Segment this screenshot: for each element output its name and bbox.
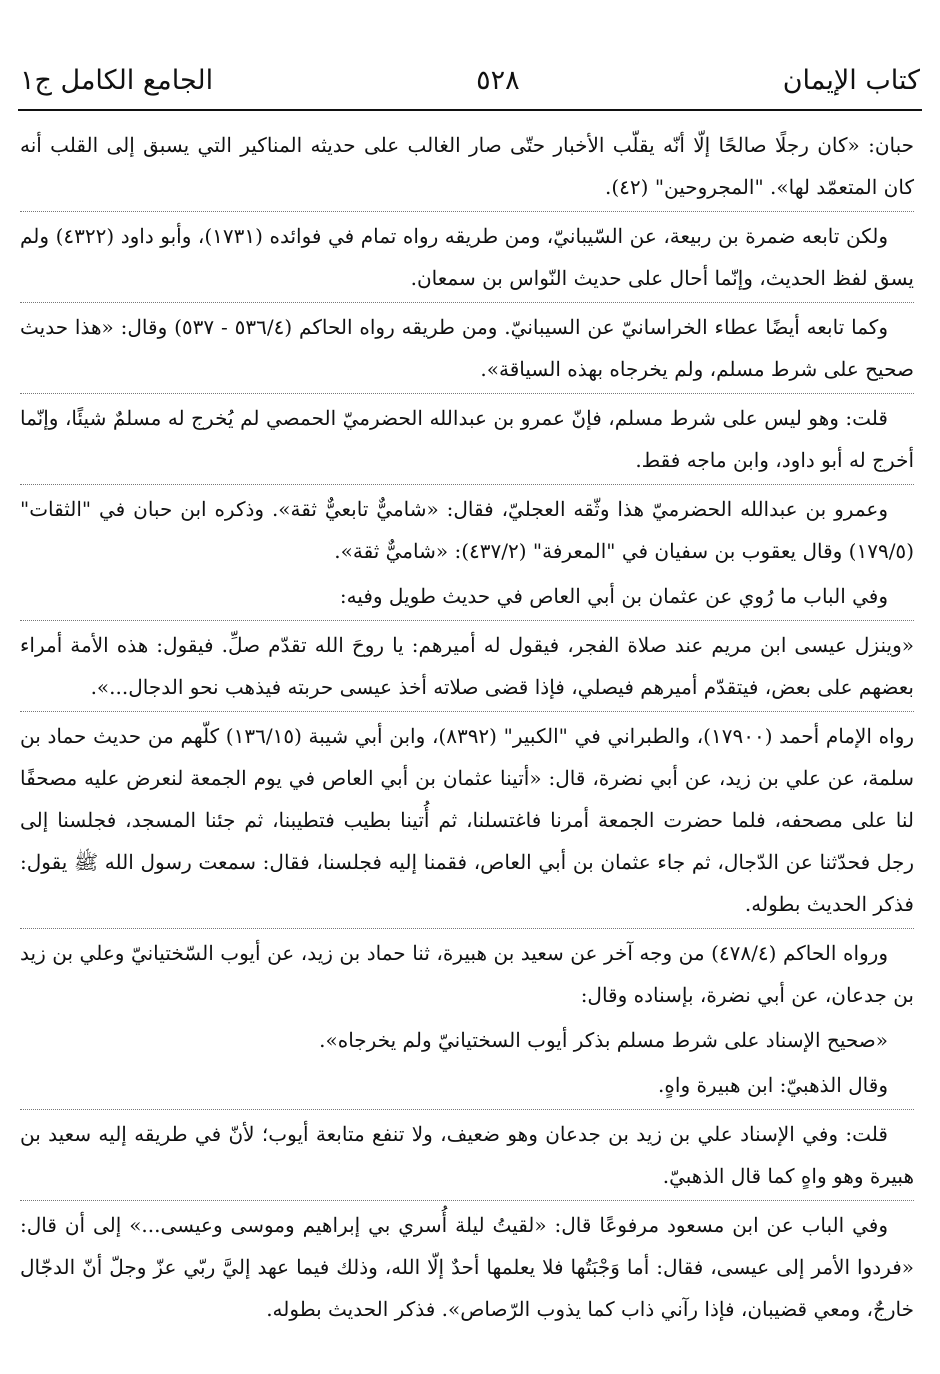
paragraph: وعمرو بن عبدالله الحضرميّ هذا وثّقه العجليّ، فقال: «شاميٌّ تابعيٌّ ثقة». وذكره ابن حبان في "الثقات" (١٧٩/٥) وقال يعقوب بن سفيان في "المعرفة" (٤٣٧/٢): «شاميٌّ ثقة». bbox=[20, 497, 914, 563]
paragraph: حبان: «كان رجلًا صالحًا إلّا أنّه يقلّب الأخبار حتّى صار الغالب على حديثه المناكير التي يسبق إلى القلب أنه كان المتعمّد لها». "المجروحين" (٤٢). bbox=[20, 133, 914, 199]
page-body bbox=[20, 124, 914, 1333]
paragraph: قلت: وفي الإسناد علي بن زيد بن جدعان وهو ضعيف، ولا تنفع متابعة أيوب؛ لأنّ في طريقه إليه سعيد بن هبيرة وهو واهٍ كما قال الذهبيّ. bbox=[20, 1122, 914, 1188]
paragraph: ورواه الحاكم (٤٧٨/٤) من وجه آخر عن سعيد بن هبيرة، ثنا حماد بن زيد، عن أيوب السّختيانيّ وعلي بن زيد بن جدعان، عن أبي نضرة، بإسناده وقال: bbox=[20, 941, 914, 1007]
paragraph-divider bbox=[20, 211, 914, 212]
paragraph-divider bbox=[20, 1109, 914, 1110]
paragraph-divider bbox=[20, 1200, 914, 1201]
page-number: ٥٢٨ bbox=[476, 64, 520, 96]
paragraph: وقال الذهبيّ: ابن هبيرة واهٍ. bbox=[658, 1073, 888, 1097]
paragraph: وفي الباب ما رُوي عن عثمان بن أبي العاص في حديث طويل وفيه: bbox=[339, 584, 888, 608]
paragraph-divider bbox=[20, 484, 914, 485]
paragraph: وفي الباب عن ابن مسعود مرفوعًا قال: «لقيتُ ليلة أُسري بي إبراهيم وموسى وعيسى...» إلى أن قال: «فردوا الأمر إلى عيسى، فقال: أما وَجْبَتُها فلا يعلمها أحدٌ إلّا الله، وذلك فيما عهد إليَّ ربّي عزّ وجلّ أنّ الدجّال خارجٌ، ومعي قضيبان، فإذا رآني ذاب كما يذوب الرّصاص». فذكر الحديث بطوله. bbox=[20, 1213, 914, 1321]
paragraph-divider bbox=[20, 620, 914, 621]
header-rule bbox=[18, 109, 922, 111]
paragraph: ولكن تابعه ضمرة بن ربيعة، عن السّيبانيّ، ومن طريقه رواه تمام في فوائده (١٧٣١)، وأبو داود (٤٣٢٢) ولم يسق لفظ الحديث، وإنّما أحال على حديث النّواس بن سمعان. bbox=[20, 224, 914, 290]
paragraph-divider bbox=[20, 302, 914, 303]
quotation: «وينزل عيسى ابن مريم عند صلاة الفجر، فيقول له أميرهم: يا روحَ الله تقدّم صلِّ. فيقول: هذه الأمة أمراء بعضهم على بعض، فيتقدّم أميرهم فيصلي، فإذا قضى صلاته أخذ عيسى حربته فيذهب نحو الدجال...». bbox=[20, 633, 914, 699]
running-header bbox=[20, 56, 920, 104]
header-book-title: الجامع الكامل ج١ bbox=[20, 64, 214, 96]
paragraph: رواه الإمام أحمد (١٧٩٠٠)، والطبراني في "الكبير" (٨٣٩٢)، وابن أبي شيبة (١٣٦/١٥) كلّهم من حديث حماد بن سلمة، عن علي بن زيد، عن أبي نضرة، قال: «أتينا عثمان بن أبي العاص في يوم الجمعة لنعرض عليه مصحفًا لنا على مصحفه، فلما حضرت الجمعة أمرنا فاغتسلنا، ثم أُتينا بطيب فتطيبنا، ثم جئنا المسجد، فجلسنا إلى رجل فحدّثنا عن الدّجال، ثم جاء عثمان بن أبي العاص، فقمنا إليه فجلسنا، فقال: سمعت رسول الله ﷺ يقول: فذكر الحديث بطوله. bbox=[20, 724, 915, 916]
paragraph-divider bbox=[20, 928, 914, 929]
header-chapter-title: كتاب الإيمان bbox=[782, 64, 920, 96]
paragraph: قلت: وهو ليس على شرط مسلم، فإنّ عمرو بن عبدالله الحضرميّ الحمصي لم يُخرج له مسلمٌ شيئًا، وإنّما أخرج له أبو داود، وابن ماجه فقط. bbox=[20, 406, 914, 472]
paragraph-divider bbox=[20, 711, 914, 712]
quotation: «صحيح الإسناد على شرط مسلم بذكر أيوب السختيانيّ ولم يخرجاه». bbox=[319, 1028, 888, 1052]
paragraph-divider bbox=[20, 393, 914, 394]
paragraph: وكما تابعه أيضًا عطاء الخراسانيّ عن السيبانيّ. ومن طريقه رواه الحاكم (٥٣٦/٤ - ٥٣٧) وقال: «هذا حديث صحيح على شرط مسلم، ولم يخرجاه بهذه السياقة». bbox=[20, 315, 914, 381]
